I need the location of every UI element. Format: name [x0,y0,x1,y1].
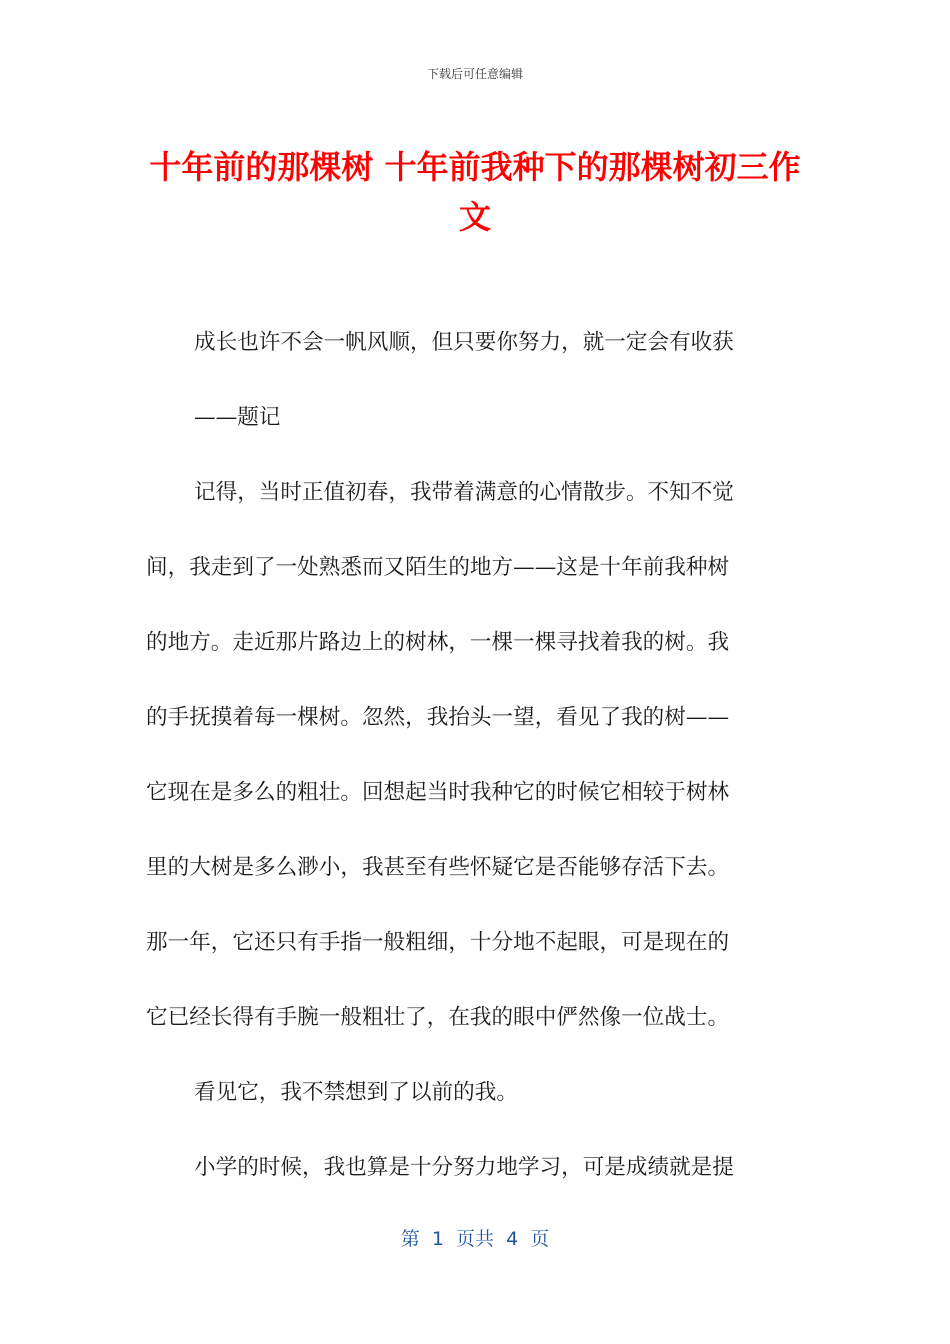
paragraph-line: 的手抚摸着每一棵树。忽然，我抬头一望，看见了我的树—— [146,705,730,730]
paragraph-line: 那一年，它还只有手指一般粗细，十分地不起眼，可是现在的 [146,930,730,955]
document-title: 十年前的那棵树 十年前我种下的那棵树初三作文 [149,148,801,236]
paragraph-line: 看见它，我不禁想到了以前的我。 [194,1080,518,1105]
paragraph-line: 的地方。走近那片路边上的树林，一棵一棵寻找着我的树。我 [146,630,730,655]
paragraph-line: 里的大树是多么渺小，我甚至有些怀疑它是否能够存活下去。 [146,855,730,880]
paragraph-line: 记得，当时正值初春，我带着满意的心情散步。不知不觉 [194,480,734,505]
paragraph-line: 成长也许不会一帆风顺，但只要你努力，就一定会有收获 [194,330,734,355]
paragraph-line: 它现在是多么的粗壮。回想起当时我种它的时候它相较于树林 [146,780,730,805]
paragraph-line: 它已经长得有手腕一般粗壮了，在我的眼中俨然像一位战士。 [146,1005,730,1030]
header-note: 下载后可任意编辑 [426,67,523,81]
paragraph-line: 小学的时候，我也算是十分努力地学习，可是成绩就是提 [194,1155,734,1180]
page-number-footer: 第 1 页共 4 页 [400,1228,550,1250]
paragraph-line: 间，我走到了一处熟悉而又陌生的地方——这是十年前我种树 [146,555,730,580]
epigraph-attribution: ——题记 [194,405,281,430]
